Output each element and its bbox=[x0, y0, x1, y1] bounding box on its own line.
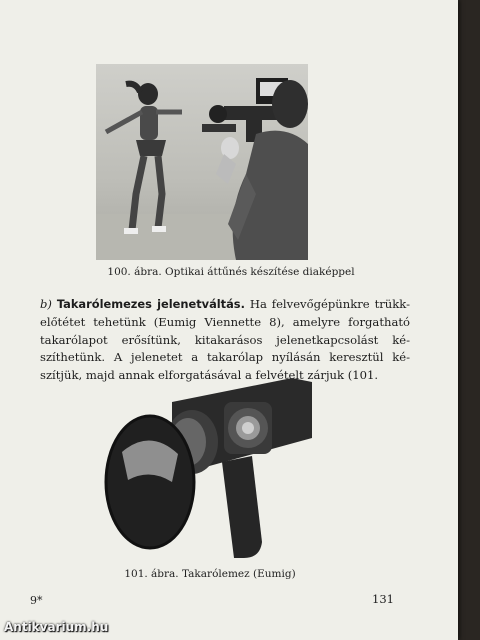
paragraph-line: takarólapot erősítünk, kitakarásos jelenetkapcsolást ké- bbox=[40, 332, 410, 347]
paragraph-line: Ha felvevőgépünkre trükk- bbox=[249, 297, 410, 311]
watermark-logo: Antikvarium.hu bbox=[4, 620, 109, 634]
section-title: Takarólemezes jelenetváltás. bbox=[56, 297, 245, 311]
movie-camera-with-mask-photo bbox=[102, 372, 316, 562]
figure-100-photo bbox=[96, 64, 308, 260]
section-label: b) bbox=[40, 297, 52, 311]
figure-101-caption: 101. ábra. Takarólemez (Eumig) bbox=[124, 568, 296, 580]
paragraph-line: szíthetünk. A jelenetet a takarólap nyílásán keresztül ké- bbox=[40, 350, 410, 365]
figure-101-photo bbox=[102, 372, 316, 562]
paragraph-line: szítjük, majd annak elforgatásával a felvételt zárjuk (101. bbox=[40, 368, 379, 383]
page-number: 131 bbox=[372, 592, 394, 606]
skater-and-camera-photo bbox=[96, 64, 308, 260]
paragraph-line: előtétet tehetünk (Eumig Viennette 8), amelyre forgatható bbox=[40, 314, 410, 329]
signature-mark: 9* bbox=[30, 594, 43, 607]
figure-100-caption: 100. ábra. Optikai áttűnés készítése diaképpel bbox=[107, 266, 355, 278]
